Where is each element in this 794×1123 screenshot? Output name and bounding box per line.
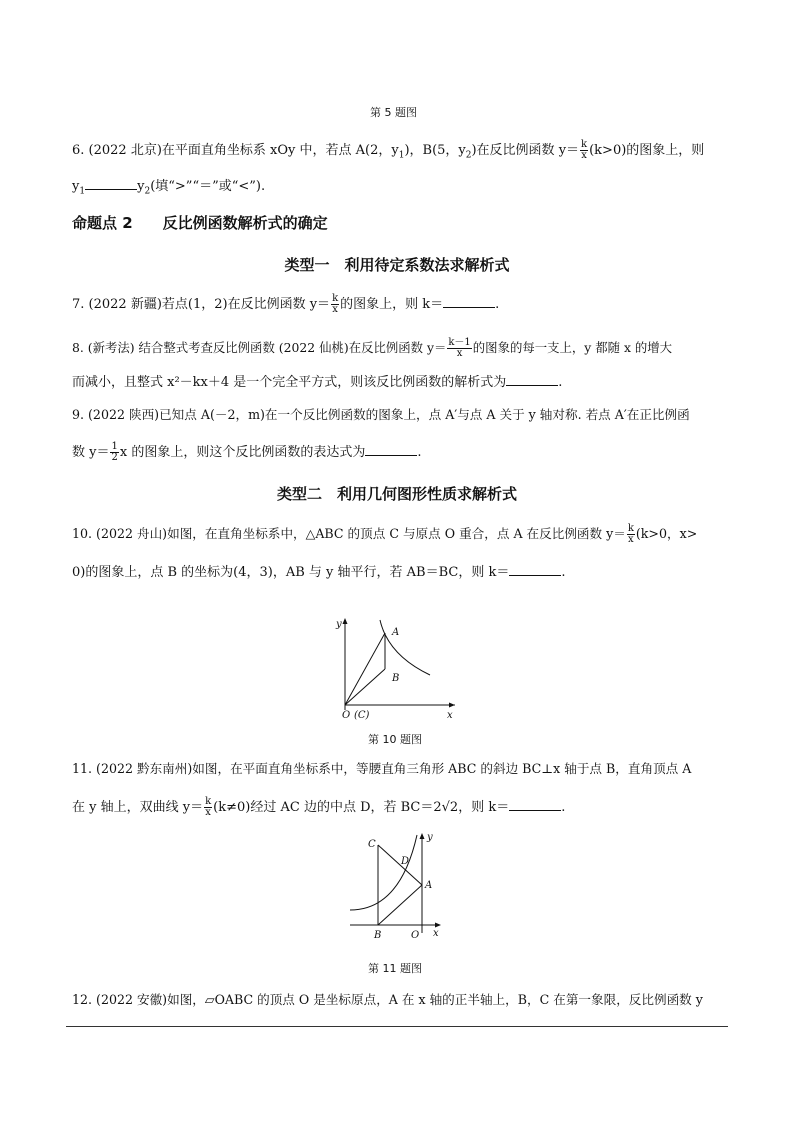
fraction: $\frac{k-1}{x}$ bbox=[448, 337, 471, 359]
label-y: y bbox=[427, 832, 433, 843]
footer-divider bbox=[66, 1026, 728, 1027]
hyperbola-curve bbox=[380, 620, 430, 675]
figure-caption-10: 第 10 题图 bbox=[368, 733, 422, 746]
y-axis-arrow bbox=[343, 618, 348, 624]
question-10-line-2: 0)的图象上，点 B 的坐标为(4，3)，AB 与 y 轴平行，若 AB＝BC，则 k＝ . bbox=[72, 565, 566, 580]
label-x: x bbox=[433, 928, 439, 939]
answer-blank[interactable] bbox=[443, 295, 495, 308]
label-y: y bbox=[336, 619, 342, 630]
question-12-line-1: 12. (2022 安徽)如图，▱OABC 的顶点 O 是坐标原点，A 在 x 轴的正半轴上，B，C 在第一象限，反比例函数 y bbox=[72, 992, 703, 1007]
question-11-line-2: 在 y 轴上，双曲线 y＝ $\frac{k}{x}$ (k≠0)经过 AC 边的中点 D，若 BC＝2√2，则 k＝ . bbox=[72, 796, 566, 818]
fraction: $\frac{k}{x}$ bbox=[627, 523, 634, 545]
label-C: C bbox=[368, 839, 376, 850]
fraction: $\frac{1}{2}$ bbox=[111, 441, 118, 463]
segment-CA bbox=[378, 845, 422, 885]
fraction: $\frac{k}{x}$ bbox=[205, 796, 212, 818]
question-11-line-1: 11. (2022 黔东南州)如图，在平面直角坐标系中，等腰直角三角形 ABC 的斜边 BC⊥x 轴于点 B，直角顶点 A bbox=[72, 761, 692, 776]
x-axis-arrow bbox=[449, 703, 455, 708]
label-D: D bbox=[401, 856, 410, 867]
y-axis-arrow bbox=[420, 833, 425, 839]
figure-11 bbox=[345, 830, 455, 945]
question-7: 7. (2022 新疆)若点(1，2)在反比例函数 y＝ $\frac{k}{x}$ 的图象上，则 k＝ . bbox=[72, 293, 500, 315]
type-1-title: 类型一 利用待定系数法求解析式 bbox=[284, 256, 510, 274]
segment-CB bbox=[345, 669, 385, 705]
label-B: B bbox=[374, 930, 382, 941]
type-2-title: 类型二 利用几何图形性质求解析式 bbox=[276, 485, 517, 503]
question-9-line-2: 数 y＝ $\frac{1}{2}$ x 的图象上，则这个反比例函数的表达式为 . bbox=[72, 441, 422, 463]
question-8-line-1: 8. (新考法) 结合整式考查反比例函数 (2022 仙桃)在反比例函数 y＝ $\frac{k-1}{x}$ 的图象的每一支上，y 都随 x 的增大 bbox=[72, 337, 673, 359]
figure-10 bbox=[330, 615, 470, 720]
answer-blank[interactable] bbox=[509, 563, 561, 576]
answer-blank[interactable] bbox=[506, 373, 558, 386]
label-A: A bbox=[425, 880, 433, 891]
answer-blank[interactable] bbox=[365, 443, 417, 456]
question-9-line-1: 9. (2022 陕西)已知点 A(－2，m)在一个反比例函数的图象上，点 A′与点 A 关于 y 轴对称. 若点 A′在正比例函 bbox=[72, 407, 690, 422]
figure-caption-5: 第 5 题图 bbox=[370, 106, 417, 119]
figure-caption-11: 第 11 题图 bbox=[368, 962, 422, 975]
fraction: $\frac{k}{x}$ bbox=[332, 293, 339, 315]
segment-BA bbox=[378, 885, 422, 925]
answer-blank[interactable] bbox=[509, 798, 561, 811]
label-A: A bbox=[392, 627, 400, 638]
x-axis-arrow bbox=[435, 923, 441, 928]
section-title: 命题点 2 反比例函数解析式的确定 bbox=[72, 214, 328, 232]
answer-blank[interactable] bbox=[85, 177, 137, 190]
fraction: $\frac{k}{x}$ bbox=[581, 139, 588, 161]
segment-CA bbox=[345, 633, 385, 705]
label-O: O bbox=[342, 710, 351, 720]
label-C: (C) bbox=[354, 710, 370, 720]
question-6-line-2: $y_1$ $y_2$(填“>”“＝”或“<”). bbox=[72, 179, 266, 197]
question-8-line-2: 而减小，且整式 x²－kx＋4 是一个完全平方式，则该反比例函数的解析式为 . bbox=[72, 375, 563, 390]
question-6-line-1: 6. (2022 北京)在平面直角坐标系 xOy 中，若点 A(2，$y_1$)，B(5，$y_2$)在反比例函数 y＝ $\frac{k}{x}$ (k>0)的图象上，则 bbox=[72, 139, 705, 161]
label-x: x bbox=[447, 710, 453, 720]
label-O: O bbox=[411, 930, 420, 941]
label-B: B bbox=[392, 673, 400, 684]
question-10-line-1: 10. (2022 舟山)如图，在直角坐标系中，△ABC 的顶点 C 与原点 O 重合，点 A 在反比例函数 y＝ $\frac{k}{x}$ (k>0，x> bbox=[72, 523, 698, 545]
